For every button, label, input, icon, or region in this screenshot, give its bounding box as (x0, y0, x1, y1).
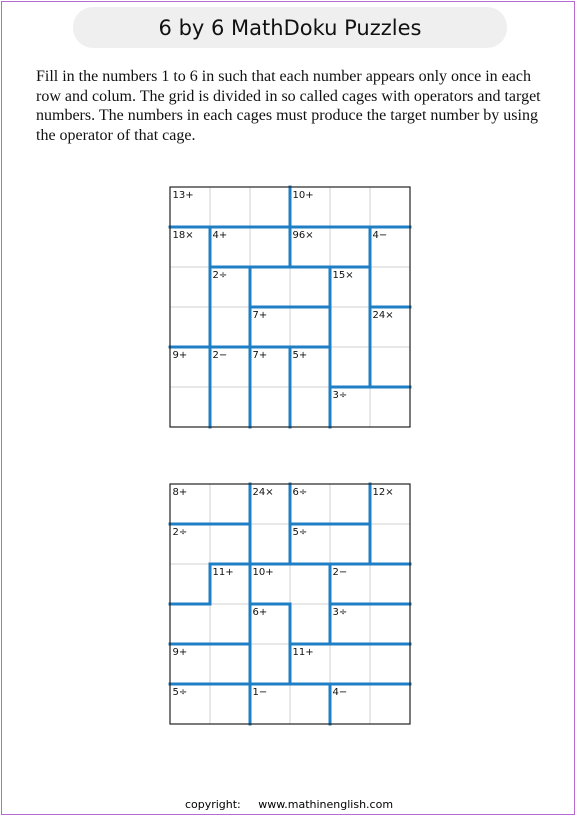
instructions-text: Fill in the numbers 1 to 6 in such that each number appears only once in each row and colum. The grid is divided in so called cages with operators and target numbers. The numbers in each cages must produce the target number by using the operator of that cage. (36, 68, 541, 144)
grid-cell[interactable] (210, 387, 250, 427)
cage-clue: 7+ (252, 350, 268, 361)
cage-clue: 7+ (252, 310, 268, 321)
grid-cell[interactable] (170, 387, 210, 427)
grid-cell[interactable] (210, 604, 250, 644)
cage-clue: 24× (372, 310, 394, 321)
grid-cell[interactable] (370, 564, 410, 604)
grid-cell[interactable] (330, 227, 370, 267)
cage-clue: 10+ (252, 567, 274, 578)
grid-cell[interactable] (330, 484, 370, 524)
cage-clue: 12× (372, 487, 394, 498)
cage-clue: 9+ (172, 647, 188, 658)
copyright-label: copyright: (184, 798, 241, 811)
grid-cell[interactable] (290, 387, 330, 427)
cage-clue: 1− (252, 687, 268, 698)
grid-cell[interactable] (370, 684, 410, 724)
grid-cell[interactable] (250, 644, 290, 684)
cage-clue: 2÷ (172, 527, 188, 538)
cage-clue: 6÷ (292, 487, 308, 498)
grid-cell[interactable] (330, 187, 370, 227)
grid-cell[interactable] (370, 604, 410, 644)
page-title: 6 by 6 MathDoku Puzzles (73, 7, 507, 48)
grid-cell[interactable] (370, 187, 410, 227)
cage-clue: 2− (212, 350, 228, 361)
grid-cell[interactable] (250, 387, 290, 427)
cage-clue: 24× (252, 487, 274, 498)
grid-cell[interactable] (290, 267, 330, 307)
cage-clue: 6+ (252, 607, 268, 618)
grid-cell[interactable] (210, 524, 250, 564)
grid-cell[interactable] (250, 187, 290, 227)
grid-cell[interactable] (370, 267, 410, 307)
grid-cell[interactable] (210, 644, 250, 684)
grid-cell[interactable] (290, 684, 330, 724)
cage-clue: 11+ (212, 567, 234, 578)
grid-cell[interactable] (210, 187, 250, 227)
grid-cell[interactable] (290, 564, 330, 604)
cage-clue: 5÷ (172, 687, 188, 698)
cage-clue: 11+ (292, 647, 314, 658)
cage-clue: 5+ (292, 350, 308, 361)
mathdoku-grid-2 (168, 482, 412, 726)
cage-clue: 15× (332, 270, 354, 281)
grid-cell[interactable] (330, 347, 370, 387)
grid-cell[interactable] (250, 524, 290, 564)
copyright-footer (0, 798, 578, 811)
grid-cell[interactable] (170, 564, 210, 604)
grid-cell[interactable] (250, 227, 290, 267)
grid-cell[interactable] (370, 524, 410, 564)
grid-cell[interactable] (290, 307, 330, 347)
grid-cell[interactable] (330, 307, 370, 347)
cage-clue: 5÷ (292, 527, 308, 538)
copyright-site: www.mathinenglish.com (258, 798, 394, 811)
cage-clue: 4− (332, 687, 348, 698)
grid-cell[interactable] (370, 644, 410, 684)
grid-cell[interactable] (170, 307, 210, 347)
cage-clue: 10+ (292, 190, 314, 201)
grid-cell[interactable] (170, 604, 210, 644)
cage-clue: 3÷ (332, 390, 348, 401)
grid-cell[interactable] (330, 524, 370, 564)
cage-clue: 2− (332, 567, 348, 578)
mathdoku-grid-1 (168, 185, 412, 429)
cage-clue: 8+ (172, 487, 188, 498)
grid-cell[interactable] (210, 684, 250, 724)
cage-clue: 96× (292, 230, 314, 241)
cage-clue: 3÷ (332, 607, 348, 618)
grid-cell[interactable] (370, 347, 410, 387)
grid-cell[interactable] (210, 484, 250, 524)
grid-cell[interactable] (170, 267, 210, 307)
grid-cell[interactable] (250, 267, 290, 307)
grid-cell[interactable] (290, 604, 330, 644)
cage-clue: 18× (172, 230, 194, 241)
grid-cell[interactable] (210, 307, 250, 347)
cage-clue: 9+ (172, 350, 188, 361)
cage-clue: 13+ (172, 190, 194, 201)
grid-cell[interactable] (370, 387, 410, 427)
cage-clue: 2÷ (212, 270, 228, 281)
cage-clue: 4− (372, 230, 388, 241)
grid-cell[interactable] (330, 644, 370, 684)
cage-clue: 4+ (212, 230, 228, 241)
